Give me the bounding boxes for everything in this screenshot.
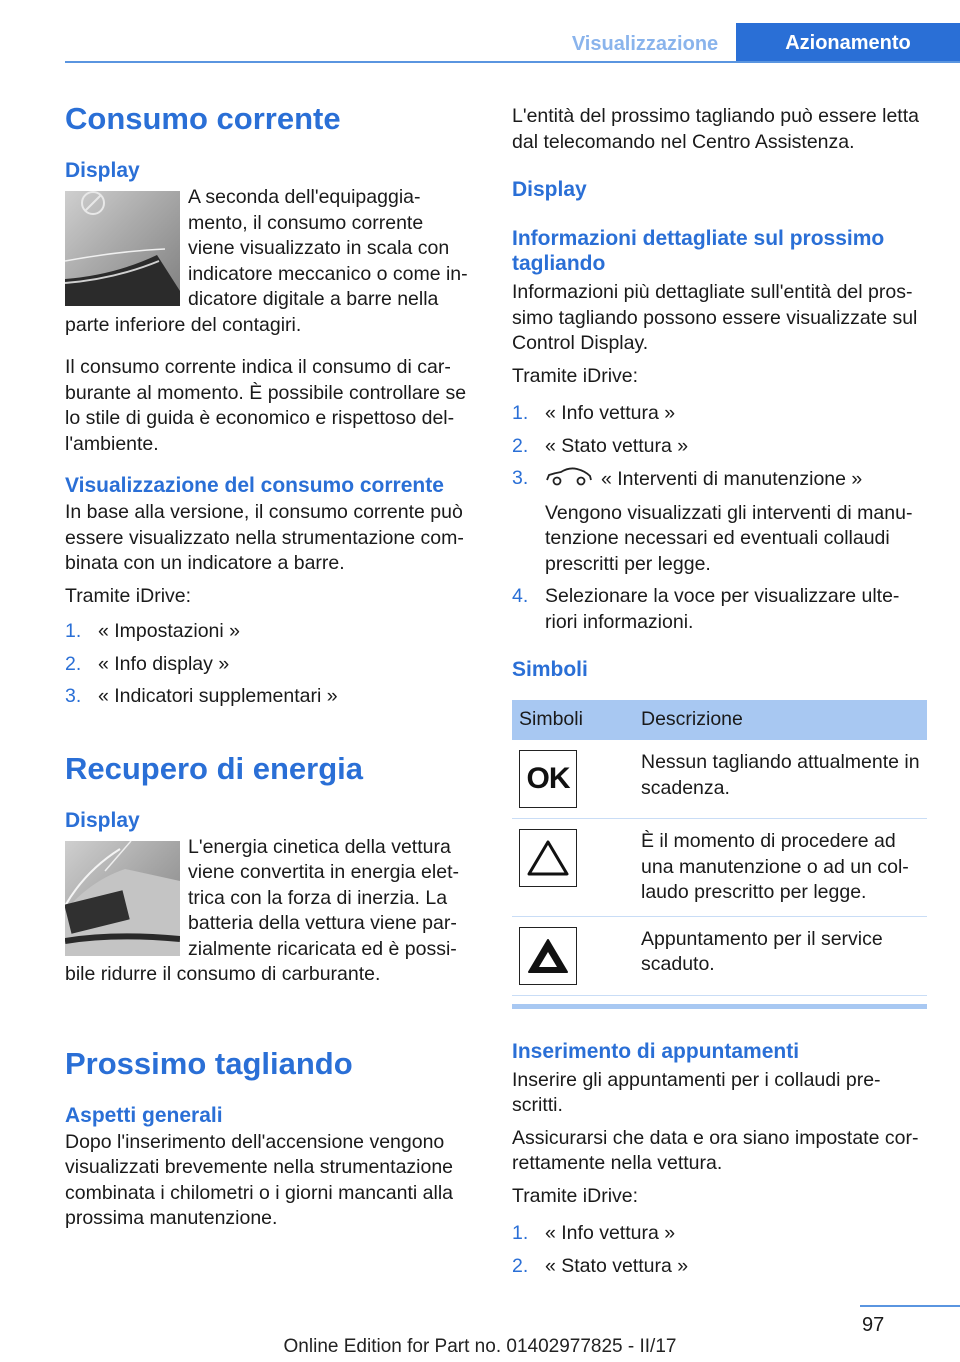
- warning-filled-icon: [519, 927, 577, 985]
- recupero-title: Recupero di energia: [65, 750, 364, 786]
- consumo-display-text: A seconda dell'equipaggia-mento, il consumo corrente viene visualizzato in scala con indicatore meccanico o come in-dicatore digitale a barre nella parte inferiore del contagiri.: [65, 186, 468, 336]
- tagliando-title: Prossimo tagliando: [65, 1045, 353, 1081]
- consumo-title: Consumo corrente: [65, 101, 341, 136]
- tramite-idrive-label: Tramite iDrive:: [512, 364, 639, 387]
- ok-icon: OK: [519, 750, 577, 808]
- edition-footer: Online Edition for Part no. 01402977825 - II/17: [283, 1336, 677, 1357]
- step-subtext: Vengono visualizzati gli interventi di manu-tenzione necessari ed eventuali collaudi prescritti per legge.: [545, 501, 913, 575]
- tramite-idrive-label: Tramite iDrive:: [65, 584, 192, 607]
- consumption-gauge-image: [65, 191, 180, 306]
- aspetti-generali-text: Dopo l'inserimento dell'accensione vengono visualizzati brevemente nella strumentazione combinata i chilometri o i giorni mancanti alla prossima manutenzione.: [65, 1130, 454, 1229]
- vis-consumo-text: In base alla versione, il consumo corrente può essere visualizzato nella strumentazione com-binata con un indicatore a barre.: [65, 501, 464, 574]
- table-header-descrizione: Descrizione: [634, 700, 927, 740]
- header-rule: [65, 61, 960, 63]
- consumo-steps: [65, 619, 475, 710]
- footer-rule: [860, 1305, 960, 1307]
- right-display-heading: Display: [512, 178, 587, 201]
- right-column: [512, 104, 930, 1286]
- tramite-idrive-label: Tramite iDrive:: [512, 1184, 639, 1207]
- list-item: 3. « Interventi di manutenzione » Vengono visualizzati gli interventi di manu-tenzione necessari ed eventuali collaudi prescritti per legge.: [512, 466, 930, 577]
- table-row: [512, 740, 927, 819]
- table-cell-desc: È il momento di procedere ad una manutenzione o ad un col-laudo prescritto per legge.: [634, 819, 927, 917]
- simboli-table: [512, 700, 927, 996]
- tagliando-intro: L'entità del prossimo tagliando può essere letta dal telecomando nel Centro Assistenza.: [512, 105, 919, 153]
- gauge-graphic: [65, 841, 180, 956]
- left-column: [65, 100, 475, 1239]
- warning-outline-icon: [519, 829, 577, 887]
- recuperation-gauge-image: [65, 841, 180, 956]
- appuntamenti-text2: Assicurarsi che data e ora siano impostate cor-rettamente nella vettura.: [512, 1126, 919, 1174]
- simboli-heading: Simboli: [512, 658, 588, 681]
- recupero-text: L'energia cinetica della vettura viene convertita in energia elet-trica con la forza di inerzia. La batteria della vettura viene par-zialmente ricaricata ed è possi-bile ridurre il consumo di carburante.: [65, 835, 459, 985]
- list-item: 2. « Stato vettura »: [512, 434, 689, 457]
- consumo-display-heading: Display: [65, 159, 140, 182]
- list-item: 2. « Stato vettura »: [512, 1254, 689, 1277]
- car-icon: [545, 466, 593, 494]
- recupero-display-heading: Display: [65, 808, 140, 832]
- info-dettagliate-text: Informazioni più dettagliate sull'entità del pros-simo tagliando possono essere visualizzate sul Control Display.: [512, 281, 918, 354]
- vis-consumo-heading: Visualizzazione del consumo corrente: [65, 474, 444, 497]
- table-cell-desc: Appuntamento per il service scaduto.: [634, 916, 927, 995]
- gauge-graphic: [65, 191, 180, 306]
- aspetti-generali-heading: Aspetti generali: [65, 1103, 223, 1127]
- page-number: 97: [862, 1314, 885, 1336]
- info-dettagliate-heading: Informazioni dettagliate sul prossimo tagliando: [512, 227, 885, 275]
- table-end-rule: [512, 1004, 927, 1009]
- table-cell-desc: Nessun tagliando attualmente in scadenza.: [634, 740, 927, 819]
- list-item: 3. « Indicatori supplementari »: [65, 685, 338, 707]
- table-header-simboli: Simboli: [512, 700, 634, 740]
- list-item: 1. « Info vettura »: [512, 1222, 676, 1244]
- list-item: 1. « Info vettura »: [512, 402, 676, 424]
- appuntamenti-text1: Inserire gli appuntamenti per i collaudi pre-scritti.: [512, 1068, 881, 1116]
- table-row: [512, 819, 927, 917]
- list-item: 1. « Impostazioni »: [65, 620, 240, 642]
- consumo-para2: Il consumo corrente indica il consumo di car-burante al momento. È possibile controllare se lo stile di guida è economico e rispettoso del-l'ambiente.: [65, 356, 467, 455]
- tab-azionamento[interactable]: Azionamento: [736, 23, 960, 63]
- appuntamenti-heading: Inserimento di appuntamenti: [512, 1039, 800, 1063]
- list-item: 4. Selezionare la voce per visualizzare ulte-riori informazioni.: [512, 585, 900, 633]
- tagliando-steps: [512, 401, 930, 635]
- appuntamenti-steps: [512, 1221, 930, 1279]
- table-row: [512, 916, 927, 995]
- tab-visualizzazione[interactable]: Visualizzazione: [571, 33, 719, 55]
- list-item: 2. « Info display »: [65, 652, 230, 675]
